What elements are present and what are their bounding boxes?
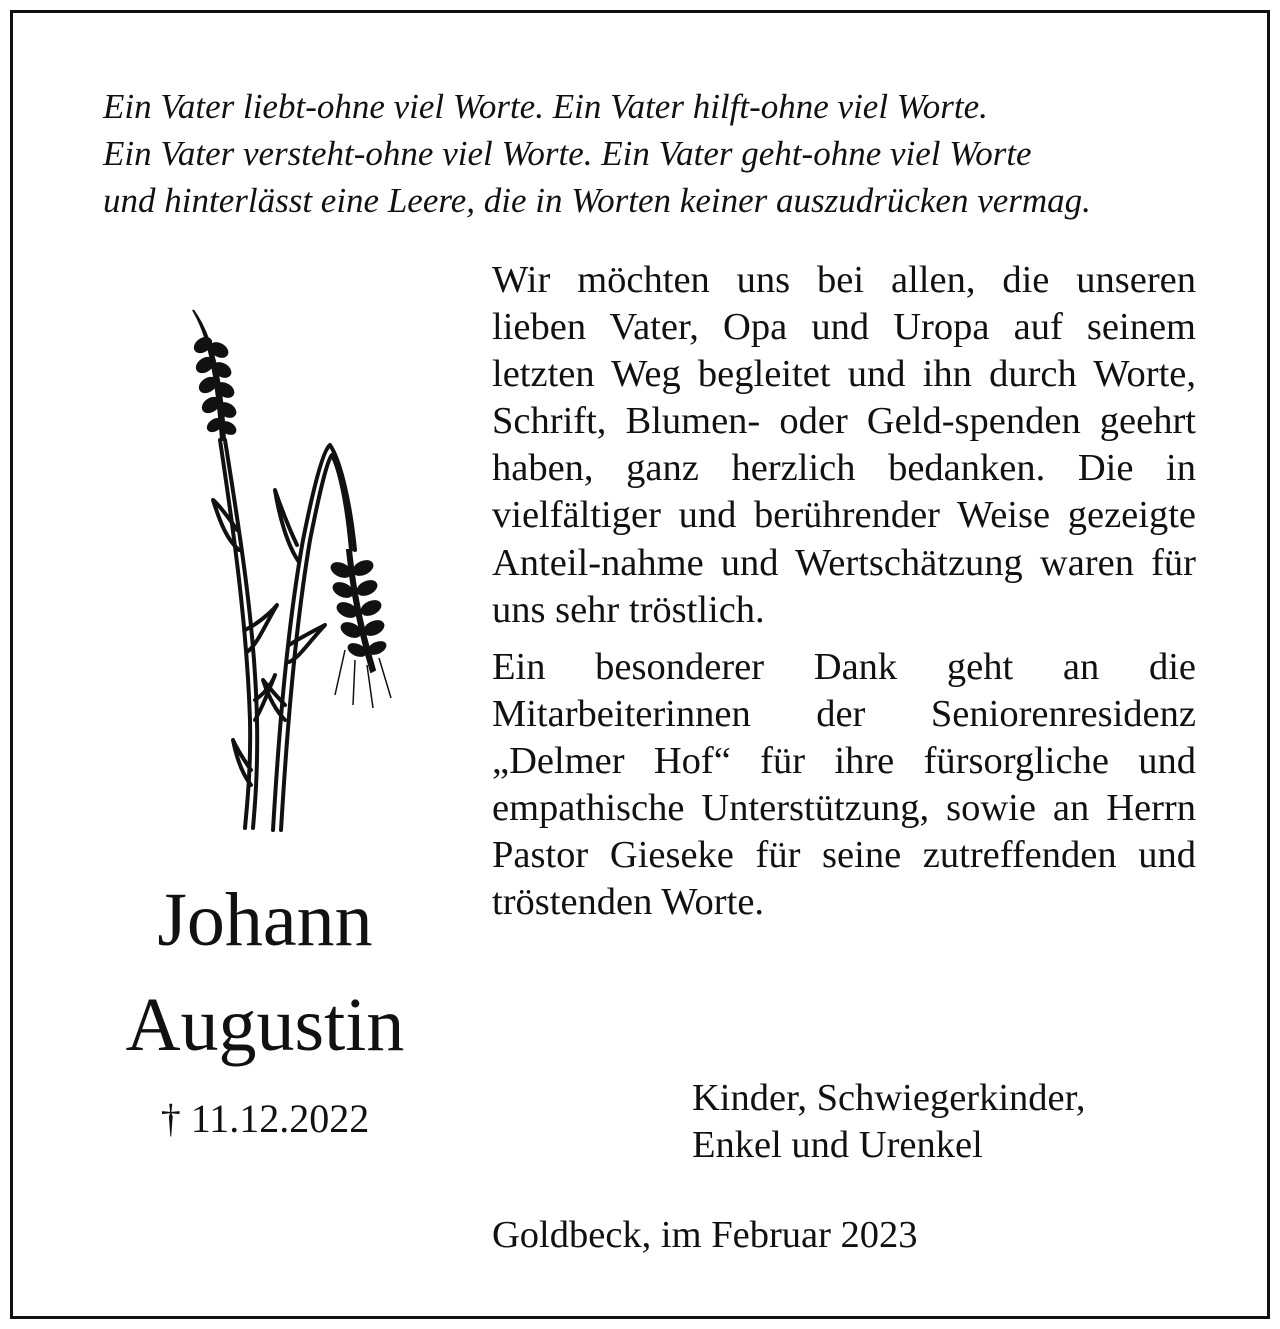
deceased-first-name: Johann bbox=[157, 878, 373, 962]
deceased-last-name: Augustin bbox=[125, 983, 405, 1067]
wheat-ears-icon bbox=[175, 300, 405, 835]
signers-line: Enkel und Urenkel bbox=[692, 1124, 983, 1166]
thank-you-message bbox=[492, 257, 1196, 926]
signers-line: Kinder, Schwiegerkinder, bbox=[692, 1077, 1086, 1119]
message-paragraph: Ein besonderer Dank geht an die Mitarbeiterinnen der Seniorenresidenz „Delmer Hof“ für ihre fürsorgliche und empathische Unterstützung, sowie an Herrn Pastor Gieseke für seine zutreffenden und tröstenden Worte. bbox=[492, 645, 1196, 924]
poem-line: und hinterlässt eine Leere, die in Worten keiner auszudrücken vermag. bbox=[103, 181, 1091, 220]
poem bbox=[103, 83, 1213, 224]
death-date: † 11.12.2022 bbox=[160, 1096, 370, 1141]
place-date: Goldbeck, im Februar 2023 bbox=[492, 1214, 918, 1256]
message-paragraph: Wir möchten uns bei allen, die unseren lieben Vater, Opa und Uropa auf seinem letzten Weg begleitet und ihn durch Worte, Schrift, Blumen- oder Geld-spenden geehrt haben, ganz herzlich bedanken. Die in vielfältiger und berührender Weise gezeigte Anteil-nahme und Wertschätzung waren für uns sehr tröstlich. bbox=[492, 259, 1196, 631]
poem-line: Ein Vater versteht-ohne viel Worte. Ein Vater geht-ohne viel Worte bbox=[103, 134, 1032, 173]
signers bbox=[692, 1075, 1086, 1169]
poem-line: Ein Vater liebt-ohne viel Worte. Ein Vater hilft-ohne viel Worte. bbox=[103, 87, 988, 126]
